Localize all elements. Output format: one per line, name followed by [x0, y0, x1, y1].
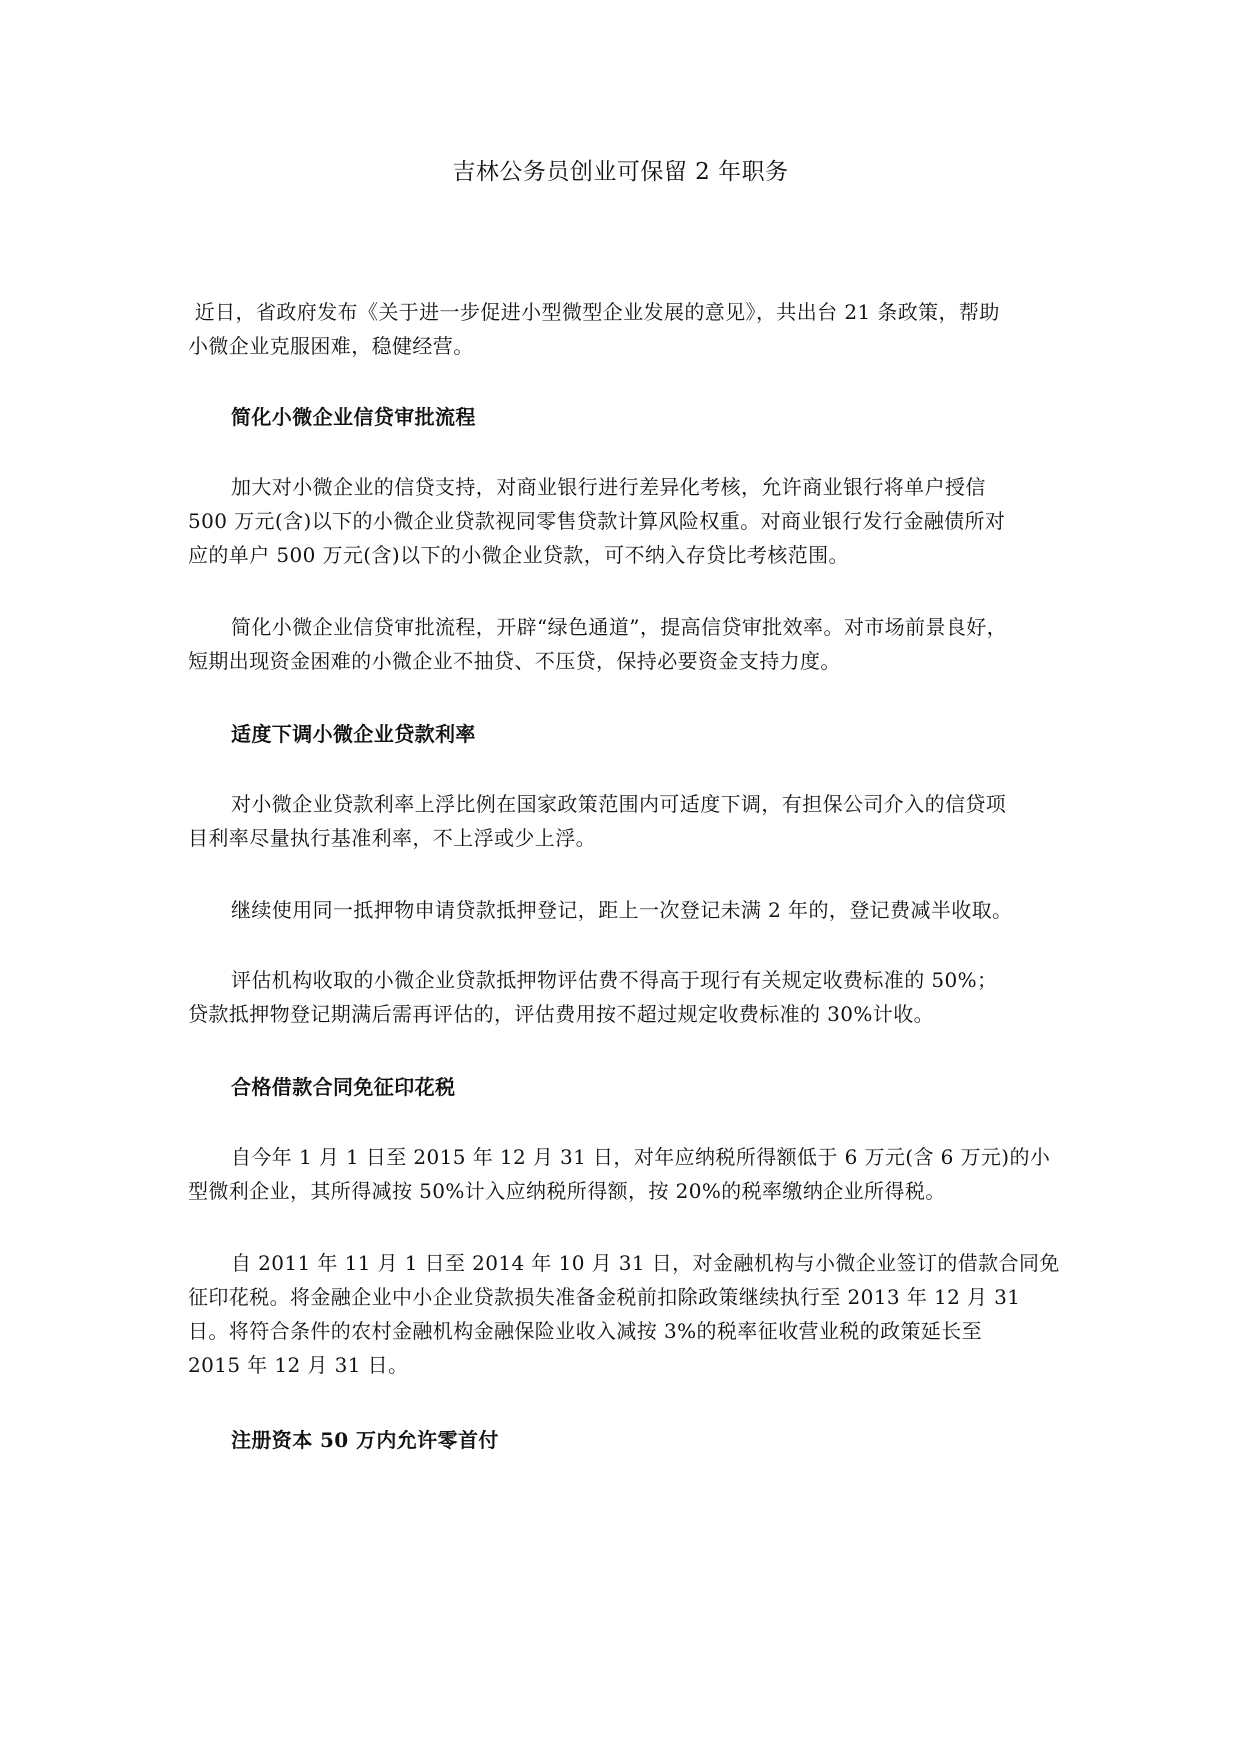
section3-p1-line-2: 型微利企业，其所得减按 50%计入应纳税所得额，按 20%的税率缴纳企业所得税。: [188, 1179, 946, 1203]
intro-line-2: 小微企业克服困难，稳健经营。: [188, 334, 474, 358]
section3-p2-line-1: 自 2011 年 11 月 1 日至 2014 年 10 月 31 日，对金融机构与小微企业签订的借款合同免: [231, 1251, 1060, 1275]
section2-p1-line-2: 目利率尽量执行基准利率，不上浮或少上浮。: [188, 826, 596, 850]
section3-p1-line-1: 自今年 1 月 1 日至 2015 年 12 月 31 日，对年应纳税所得额低于 6 万元(含 6 万元)的小: [231, 1145, 1051, 1169]
section1-paragraph-2: [188, 610, 1050, 678]
section-heading-stamp-duty: 合格借款合同免征印花税: [231, 1075, 456, 1099]
section2-paragraph-1: [188, 787, 1050, 855]
section-heading-registered-capital: 注册资本 50 万内允许零首付: [231, 1428, 499, 1452]
section2-p3-line-2: 贷款抵押物登记期满后需再评估的，评估费用按不超过规定收费标准的 30%计收。: [188, 1002, 935, 1026]
section-heading-credit-approval: 简化小微企业信贷审批流程: [231, 405, 476, 429]
section2-p2-line-1: 继续使用同一抵押物申请贷款抵押登记，距上一次登记未满 2 年的，登记费减半收取。: [231, 898, 1013, 922]
section1-p1-line-2: 500 万元(含)以下的小微企业贷款视同零售贷款计算风险权重。对商业银行发行金融债所对: [188, 509, 1006, 533]
section2-paragraph-2: [188, 893, 1050, 927]
section3-p2-line-3: 日。将符合条件的农村金融机构金融保险业收入减按 3%的税率征收营业税的政策延长至: [188, 1319, 983, 1343]
document-title: 吉林公务员创业可保留 2 年职务: [452, 159, 789, 185]
section2-p1-line-1: 对小微企业贷款利率上浮比例在国家政策范围内可适度下调，有担保公司介入的信贷项: [231, 792, 1007, 816]
intro-line-1: 近日，省政府发布《关于进一步促进小型微型企业发展的意见》，共出台 21 条政策，帮助: [188, 300, 1000, 324]
section3-paragraph-1: [188, 1140, 1050, 1208]
section1-paragraph-1: [188, 470, 1050, 572]
intro-paragraph: [188, 295, 1050, 363]
section1-p1-line-3: 应的单户 500 万元(含)以下的小微企业贷款，可不纳入存贷比考核范围。: [188, 543, 849, 567]
section1-p2-line-2: 短期出现资金困难的小微企业不抽贷、不压贷，保持必要资金支持力度。: [188, 649, 841, 673]
section1-p2-line-1: 简化小微企业信贷审批流程，开辟“绿色通道”，提高信贷审批效率。对市场前景良好，: [231, 615, 1008, 639]
section2-paragraph-3: [188, 963, 1050, 1031]
section2-p3-line-1: 评估机构收取的小微企业贷款抵押物评估费不得高于现行有关规定收费标准的 50%；: [231, 968, 998, 992]
section1-p1-line-1: 加大对小微企业的信贷支持，对商业银行进行差异化考核，允许商业银行将单户授信: [231, 475, 986, 499]
section3-paragraph-2: [188, 1246, 1060, 1382]
section3-p2-line-2: 征印花税。将金融企业中小企业贷款损失准备金税前扣除政策继续执行至 2013 年 12 月 31: [188, 1285, 1021, 1309]
section3-p2-line-4: 2015 年 12 月 31 日。: [188, 1353, 409, 1377]
section-heading-loan-rate: 适度下调小微企业贷款利率: [231, 722, 476, 746]
